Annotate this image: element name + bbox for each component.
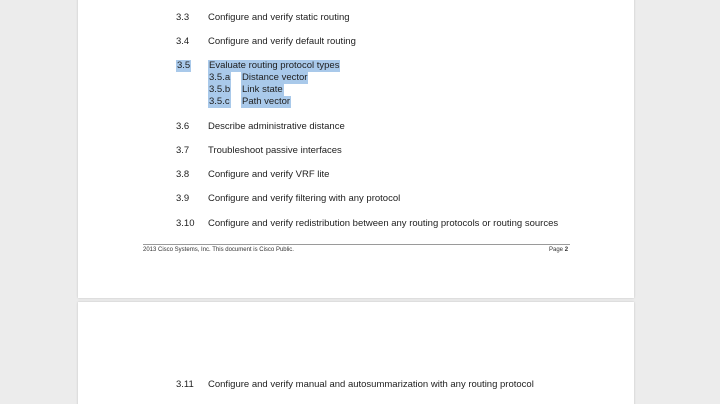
item-text: Configure and verify static routing <box>208 12 350 23</box>
subitem-number: 3.5.c <box>209 96 230 107</box>
item-text: Configure and verify manual and autosummarization with any routing protocol <box>208 379 534 390</box>
subitem-number: 3.5.b <box>209 84 231 95</box>
item-number: 3.5 <box>177 60 191 71</box>
item-number: 3.6 <box>176 121 190 132</box>
page-label: Page <box>549 247 565 253</box>
item-number: 3.9 <box>176 193 190 204</box>
subitem-text: Distance vector <box>242 72 308 83</box>
item-text: Troubleshoot passive interfaces <box>208 145 342 156</box>
subitem-text: Link state <box>242 84 283 95</box>
footer-page-number <box>549 246 568 254</box>
item-text: Configure and verify default routing <box>208 36 356 47</box>
footer-divider <box>143 244 570 245</box>
item-number: 3.8 <box>176 169 190 180</box>
item-text: Evaluate routing protocol types <box>209 60 340 71</box>
page-number: 2 <box>564 247 569 253</box>
item-number: 3.10 <box>176 218 195 229</box>
item-text: Configure and verify filtering with any protocol <box>208 193 401 204</box>
document-page-2[interactable] <box>78 302 634 404</box>
subitem-text: Path vector <box>242 96 291 107</box>
item-number: 3.7 <box>176 145 190 156</box>
subitem-number: 3.5.a <box>209 72 231 83</box>
item-text: Configure and verify redistribution between any routing protocols or routing sources <box>208 218 559 229</box>
item-number: 3.11 <box>176 379 194 390</box>
item-text: Describe administrative distance <box>208 121 345 132</box>
item-number: 3.3 <box>176 12 190 23</box>
item-text: Configure and verify VRF lite <box>208 169 330 180</box>
item-number: 3.4 <box>176 36 190 47</box>
document-page-1[interactable] <box>78 0 634 298</box>
footer-copyright: 2013 Cisco Systems, Inc. This document is Cisco Public. <box>143 247 294 253</box>
